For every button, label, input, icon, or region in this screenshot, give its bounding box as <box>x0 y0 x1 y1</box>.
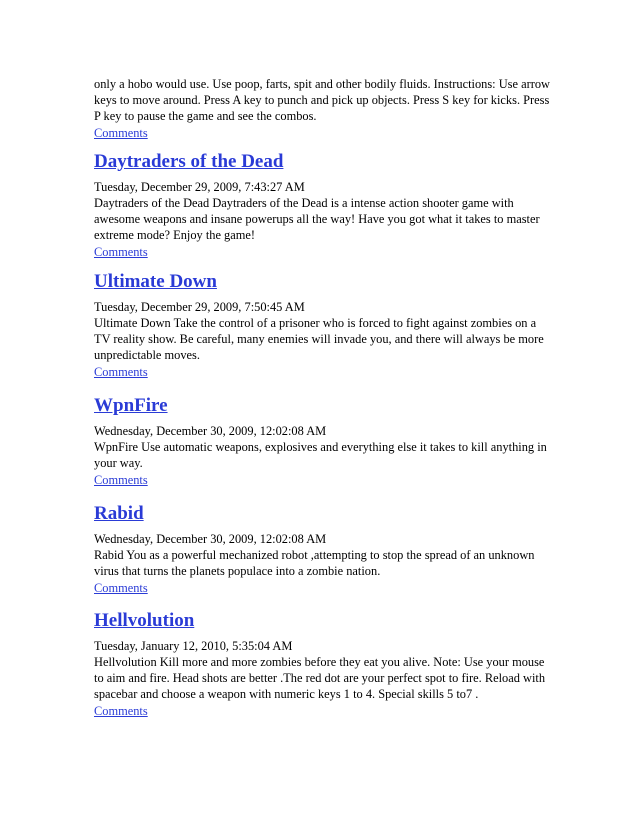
post-date: Tuesday, December 29, 2009, 7:43:27 AM <box>94 180 305 194</box>
post-body: Rabid You as a powerful mechanized robot ,attempting to stop the spread of an unknown virus that turns the planets populace into a zombie nation. <box>94 548 535 578</box>
comments-link[interactable]: Comments <box>94 473 148 487</box>
post-daytraders-of-the-dead <box>94 150 554 261</box>
post-date: Tuesday, December 29, 2009, 7:50:45 AM <box>94 300 305 314</box>
intro-section <box>94 76 554 142</box>
post-body: Ultimate Down Take the control of a prisoner who is forced to fight against zombies on a TV reality show. Be careful, many enemies will invade you, and there will always be more unpredictable moves. <box>94 316 544 362</box>
comments-link[interactable]: Comments <box>94 365 148 379</box>
post-date: Wednesday, December 30, 2009, 12:02:08 AM <box>94 424 327 438</box>
post-title-link[interactable]: Daytraders of the Dead <box>94 151 284 172</box>
post-date: Tuesday, January 12, 2010, 5:35:04 AM <box>94 639 293 653</box>
comments-link[interactable]: Comments <box>94 581 148 595</box>
post-rabid <box>94 502 554 597</box>
comments-link[interactable]: Comments <box>94 126 148 140</box>
post-title-link[interactable]: WpnFire <box>94 395 168 416</box>
intro-text: only a hobo would use. Use poop, farts, spit and other bodily fluids. Instructions: Use arrow keys to move around. Press A key to punch and pick up objects. Press S key for kicks. Press P key to pause the game and see the combos. <box>94 77 550 123</box>
post-title-link[interactable]: Hellvolution <box>94 610 195 631</box>
post-title-link[interactable]: Rabid <box>94 503 144 524</box>
post-hellvolution <box>94 609 554 720</box>
comments-link[interactable]: Comments <box>94 245 148 259</box>
comments-link[interactable]: Comments <box>94 704 148 718</box>
post-title-link[interactable]: Ultimate Down <box>94 271 217 292</box>
post-wpnfire <box>94 394 554 489</box>
post-body: WpnFire Use automatic weapons, explosives and everything else it takes to kill anything in your way. <box>94 440 547 470</box>
post-body: Hellvolution Kill more and more zombies before they eat you alive. Note: Use your mouse to aim and fire. Head shots are better .The red dot are your perfect spot to fire. Reload with spacebar and choose a weapon with numeric keys 1 to 4. Special skills 5 to7 . <box>94 655 546 701</box>
post-date: Wednesday, December 30, 2009, 12:02:08 AM <box>94 532 327 546</box>
post-ultimate-down <box>94 270 554 381</box>
post-body: Daytraders of the Dead Daytraders of the Dead is a intense action shooter game with awesome weapons and insane powerups all the way! Have you got what it takes to master extreme mode? Enjoy the game! <box>94 196 540 242</box>
